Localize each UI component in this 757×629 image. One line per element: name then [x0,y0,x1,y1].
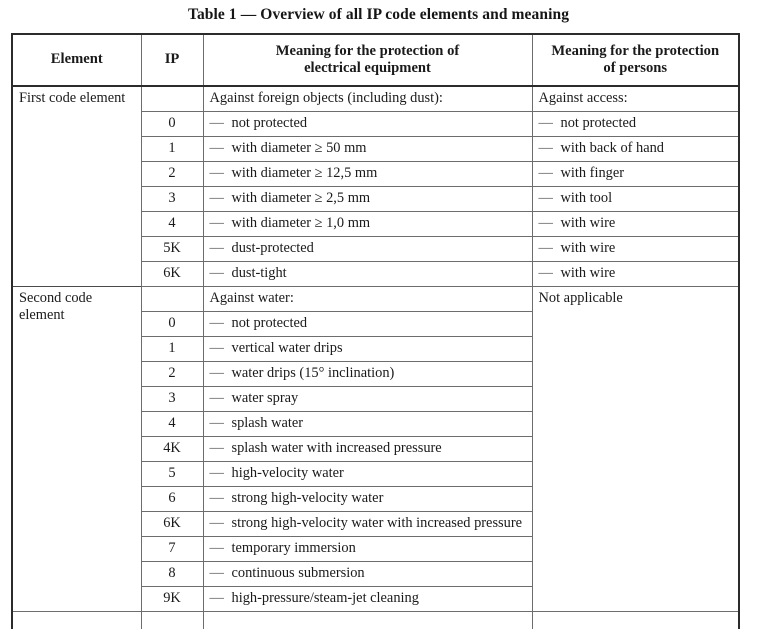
ip-code-cell: 5K [141,237,203,262]
ip-code-cell: 7 [141,537,203,562]
equipment-meaning-text: with diameter ≥ 2,5 mm [232,190,371,206]
section-heading-persons: Not applicable [532,287,739,612]
em-dash-icon: — [210,190,232,207]
em-dash-icon: — [539,215,561,232]
equipment-meaning-cell [203,337,532,362]
persons-meaning-cell [532,162,739,187]
equipment-meaning-cell [203,262,532,287]
em-dash-icon: — [539,240,561,257]
persons-meaning-cell [532,262,739,287]
persons-meaning-text: not protected [561,115,637,131]
equipment-meaning-cell [203,387,532,412]
equipment-meaning-text: high-velocity water [232,465,344,481]
equipment-meaning-cell [203,562,532,587]
equipment-meaning-cell [203,362,532,387]
ip-code-cell: 5 [141,462,203,487]
persons-meaning-cell [532,187,739,212]
equipment-meaning-text: strong high-velocity water [232,490,384,506]
em-dash-icon: — [210,565,232,582]
em-dash-icon: — [539,190,561,207]
em-dash-icon: — [210,490,232,507]
persons-meaning-text: with wire [561,240,616,256]
ip-cell-empty [141,287,203,312]
persons-meaning-cell [532,237,739,262]
equipment-meaning-cell [203,112,532,137]
persons-meaning-cell [532,112,739,137]
ip-code-cell: 4 [141,412,203,437]
em-dash-icon: — [210,465,232,482]
em-dash-icon: — [210,140,232,157]
em-dash-icon: — [539,265,561,282]
ip-code-table [11,33,740,629]
table-caption: Table 1 — Overview of all IP code elements and meaning [0,0,757,33]
column-header-persons [532,34,739,86]
section-heading-row [12,86,739,112]
column-header-equipment [203,34,532,86]
equipment-meaning-text: not protected [232,315,308,331]
equipment-meaning-text: water drips (15° inclination) [232,365,395,381]
em-dash-icon: — [210,515,232,532]
equipment-meaning-text: water spray [232,390,299,406]
equipment-meaning-text: high-pressure/steam-jet cleaning [232,590,419,606]
em-dash-icon: — [210,340,232,357]
equipment-meaning-cell [203,187,532,212]
persons-meaning-text: with finger [561,165,625,181]
ip-code-cell: 2 [141,162,203,187]
ip-code-cell: 1 [141,137,203,162]
equipment-meaning-text: dust-protected [232,240,314,256]
em-dash-icon: — [210,165,232,182]
ip-code-cell: 3 [141,187,203,212]
em-dash-icon: — [539,115,561,132]
equipment-meaning-text: with diameter ≥ 50 mm [232,140,367,156]
equipment-meaning-cell [203,512,532,537]
ip-code-cell: 9K [141,587,203,612]
em-dash-icon: — [539,140,561,157]
column-header-persons-line2: of persons [603,60,667,76]
element-label-cell: First code element [12,86,141,287]
equipment-meaning-cell [203,312,532,337]
em-dash-icon: — [210,540,232,557]
clipped-cell [203,612,532,629]
em-dash-icon: — [210,365,232,382]
equipment-meaning-cell [203,137,532,162]
equipment-meaning-cell [203,487,532,512]
persons-meaning-text: with wire [561,265,616,281]
table-body [12,86,739,629]
equipment-meaning-text: splash water [232,415,304,431]
column-header-equipment-line1: Meaning for the protection of [276,43,459,59]
em-dash-icon: — [210,390,232,407]
equipment-meaning-cell [203,212,532,237]
ip-code-cell: 6 [141,487,203,512]
ip-code-cell: 1 [141,337,203,362]
ip-code-cell: 0 [141,112,203,137]
equipment-meaning-cell [203,587,532,612]
equipment-meaning-cell [203,162,532,187]
ip-code-cell: 0 [141,312,203,337]
em-dash-icon: — [210,265,232,282]
ip-code-cell: 6K [141,262,203,287]
equipment-meaning-text: not protected [232,115,308,131]
clipped-cell [141,612,203,629]
equipment-meaning-cell [203,237,532,262]
equipment-meaning-cell [203,462,532,487]
em-dash-icon: — [210,215,232,232]
equipment-meaning-text: splash water with increased pressure [232,440,442,456]
equipment-meaning-text: dust-tight [232,265,287,281]
equipment-meaning-text: vertical water drips [232,340,343,356]
equipment-meaning-text: with diameter ≥ 1,0 mm [232,215,371,231]
em-dash-icon: — [210,415,232,432]
ip-code-cell: 4 [141,212,203,237]
equipment-meaning-cell [203,537,532,562]
column-header-equipment-line2: electrical equipment [304,60,431,76]
ip-code-cell: 8 [141,562,203,587]
ip-cell-empty [141,86,203,112]
equipment-meaning-cell [203,412,532,437]
section-heading-persons: Against access: [532,86,739,112]
persons-meaning-text: with wire [561,215,616,231]
ip-code-cell: 3 [141,387,203,412]
em-dash-icon: — [210,440,232,457]
persons-meaning-text: with back of hand [561,140,665,156]
ip-code-cell: 6K [141,512,203,537]
equipment-meaning-cell [203,437,532,462]
em-dash-icon: — [210,115,232,132]
em-dash-icon: — [210,240,232,257]
column-header-element: Element [12,34,141,86]
em-dash-icon: — [210,590,232,607]
equipment-meaning-text: with diameter ≥ 12,5 mm [232,165,378,181]
column-header-persons-line1: Meaning for the protection [551,43,719,59]
clipped-cell [12,612,141,629]
section-heading-row [12,287,739,312]
ip-code-cell: 2 [141,362,203,387]
ip-code-cell: 4K [141,437,203,462]
section-heading-equipment: Against foreign objects (including dust): [203,86,532,112]
persons-meaning-cell [532,212,739,237]
table-header [12,34,739,86]
persons-meaning-cell [532,137,739,162]
em-dash-icon: — [210,315,232,332]
equipment-meaning-text: temporary immersion [232,540,356,556]
em-dash-icon: — [539,165,561,182]
element-label-cell: Second code element [12,287,141,612]
equipment-meaning-text: strong high-velocity water with increased pressure [232,515,523,531]
equipment-meaning-text: continuous submersion [232,565,365,581]
section-heading-equipment: Against water: [203,287,532,312]
clipped-row [12,612,739,629]
clipped-cell [532,612,739,629]
header-row [12,34,739,86]
persons-meaning-text: with tool [561,190,613,206]
column-header-ip: IP [141,34,203,86]
